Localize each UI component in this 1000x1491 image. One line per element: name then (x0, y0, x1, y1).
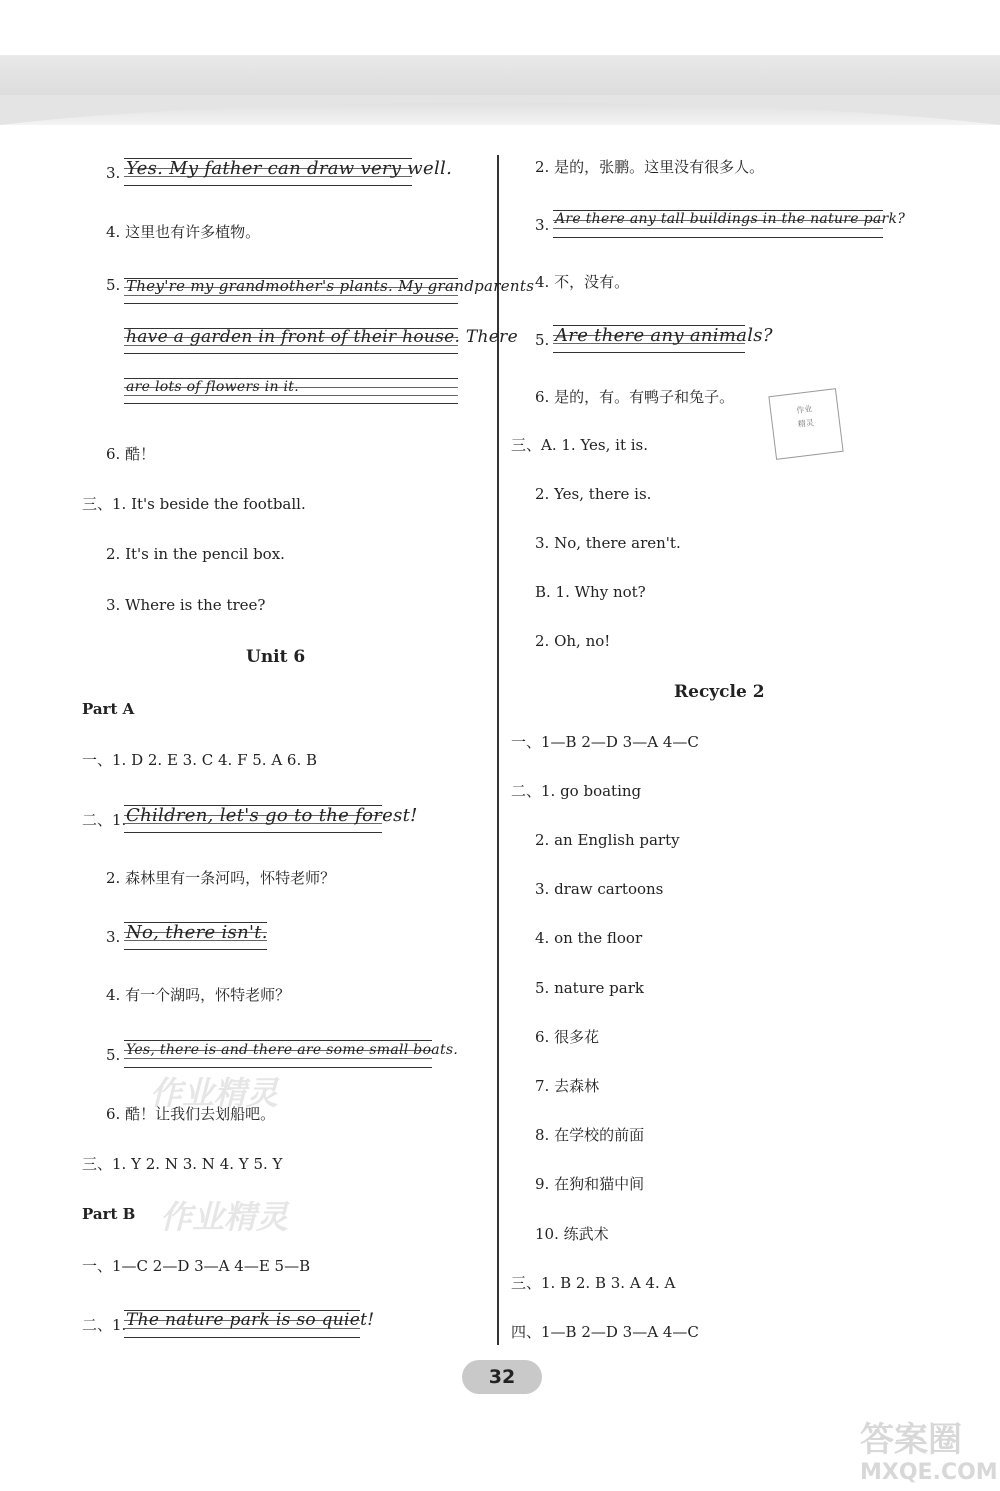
answer-line: 5. nature park (535, 979, 644, 997)
recycle-heading: Recycle 2 (674, 682, 765, 702)
answer-line: 三、1. B 2. B 3. A 4. A (511, 1274, 676, 1292)
answer-line: 三、A. 1. Yes, it is. (511, 436, 649, 454)
watermark: 作业精灵 (150, 1074, 279, 1112)
answer-number: 5. (106, 276, 121, 294)
answer-line: 10. 练武术 (535, 1225, 609, 1243)
stamp-seal: 作业 精灵 (768, 388, 843, 460)
handwritten-answer: They're my grandmother's plants. My grandparents (126, 277, 535, 295)
answer-line: 4. on the floor (535, 929, 643, 947)
answer-line: 8. 在学校的前面 (535, 1126, 645, 1144)
answer-line: 4. 这里也有许多植物。 (106, 223, 261, 241)
part-heading: Part B (82, 1205, 136, 1223)
answer-number: 二、1. (82, 811, 127, 829)
handwritten-answer: have a garden in front of their house. There (126, 327, 518, 347)
site-logo: 答案圈 MXQE.COM (860, 1420, 998, 1485)
handwritten-answer: are lots of flowers in it. (126, 379, 299, 395)
answer-line: 2. 是的，张鹏。这里没有很多人。 (535, 158, 765, 176)
handwritten-answer: Are there any animals? (555, 325, 773, 346)
answer-line: 6. 是的，有。有鸭子和兔子。 (535, 388, 735, 406)
part-heading: Part A (82, 700, 135, 718)
answer-number: 5. (106, 1046, 121, 1064)
answer-line: 一、1—C 2—D 3—A 4—E 5—B (82, 1257, 311, 1275)
handwritten-answer: The nature park is so quiet! (126, 1310, 375, 1330)
handwritten-answer: Children, let's go to the forest! (126, 805, 418, 826)
answer-line: 四、1—B 2—D 3—A 4—C (511, 1323, 699, 1341)
answer-number: 二、1. (82, 1316, 127, 1334)
answer-number: 5. (535, 331, 550, 349)
answer-line: 3. draw cartoons (535, 880, 664, 898)
answer-line: 2. 森林里有一条河吗，怀特老师？ (106, 869, 336, 887)
answer-line: 6. 很多花 (535, 1028, 600, 1046)
answer-line: 4. 有一个湖吗，怀特老师？ (106, 986, 291, 1004)
answer-line: 4. 不，没有。 (535, 273, 630, 291)
answer-line: 2. It's in the pencil box. (106, 545, 285, 563)
answer-line: 3. No, there aren't. (535, 534, 681, 552)
answer-line: 二、1. go boating (511, 782, 642, 800)
watermark: 作业精灵 (160, 1198, 289, 1236)
answer-line: 9. 在狗和猫中间 (535, 1175, 645, 1193)
handwritten-answer: Yes. My father can draw very well. (126, 158, 453, 179)
answer-line: B. 1. Why not? (535, 583, 646, 601)
handwritten-answer: Are there any tall buildings in the nature park? (555, 211, 906, 227)
answer-line: 2. Yes, there is. (535, 485, 652, 503)
answer-line: 6. 酷！ (106, 445, 156, 463)
unit-heading: Unit 6 (246, 647, 306, 667)
handwritten-answer: No, there isn't. (126, 922, 268, 943)
answer-line: 6. 酷！让我们去划船吧。 (106, 1105, 276, 1123)
answer-line: 2. an English party (535, 831, 680, 849)
answer-number: 3. (106, 164, 121, 182)
answer-line: 三、1. Y 2. N 3. N 4. Y 5. Y (82, 1155, 283, 1173)
answer-number: 3. (106, 928, 121, 946)
header-curve (0, 95, 1000, 155)
handwritten-answer: Yes, there is and there are some small boats. (126, 1042, 459, 1058)
page-number: 32 (462, 1360, 542, 1394)
answer-line: 一、1—B 2—D 3—A 4—C (511, 733, 699, 751)
answer-line: 3. Where is the tree? (106, 596, 266, 614)
answer-line: 7. 去森林 (535, 1077, 600, 1095)
answer-line: 一、1. D 2. E 3. C 4. F 5. A 6. B (82, 751, 318, 769)
answer-line: 三、1. It's beside the football. (82, 495, 306, 513)
answer-number: 3. (535, 216, 550, 234)
answer-line: 2. Oh, no! (535, 632, 611, 650)
